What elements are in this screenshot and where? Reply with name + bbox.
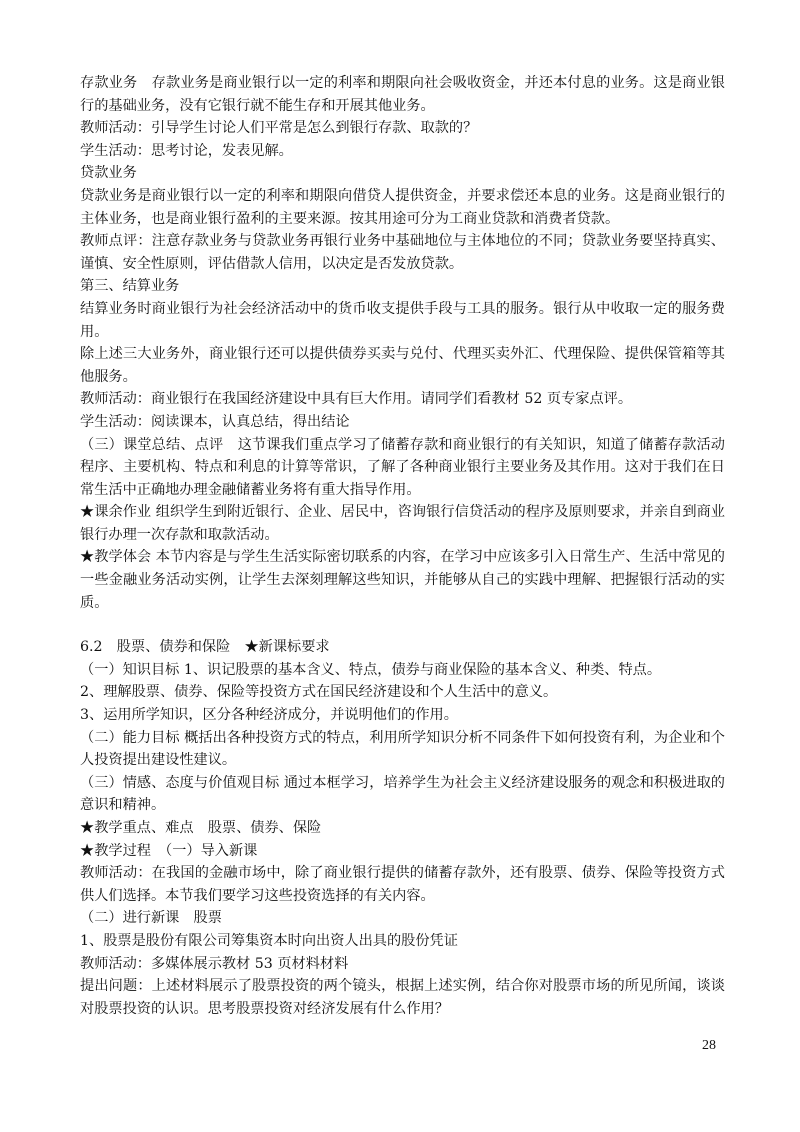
page-number: 28 <box>702 1038 716 1053</box>
paragraph-settlement-business: 结算业务时商业银行为社会经济活动中的货币收支提供手段与工具的服务。银行从中收取一定的服务费用。 <box>80 300 725 340</box>
paragraph-teacher-activity-1: 教师活动：引导学生讨论人们平常是怎么到银行存款、取款的？ <box>80 120 478 137</box>
paragraph-teacher-activity-2: 教师活动：商业银行在我国经济建设中具有巨大作用。请同学们看教材 52 页专家点评。 <box>80 391 633 408</box>
paragraph-other-services: 除上述三大业务外，商业银行还可以提供债券买卖与兑付、代理买卖外汇、代理保险、提供保管箱等其他服务。 <box>80 346 725 385</box>
paragraph-stock-definition: 1、股票是股份有限公司筹集资本时向出资人出具的股份凭证 <box>80 932 458 949</box>
paragraph-values-goal: （三）情感、态度与价值观目标 通过本框学习，培养学生为社会主义经济建设服务的观念和积极进取的意识和精神。 <box>80 774 725 814</box>
paragraph-ability-goal: （二）能力目标 概括出各种投资方式的特点，利用所学知识分析不同条件下如何投资有利，为企业和个人投资提出建设性建议。 <box>80 729 725 769</box>
paragraph-teaching-process: ★教学过程 （一）导入新课 <box>80 842 258 859</box>
paragraph-knowledge-goal-2: 2、理解股票、债券、保险等投资方式在国民经济建设和个人生活中的意义。 <box>80 684 558 701</box>
paragraph-student-activity-1: 学生活动：思考讨论，发表见解。 <box>80 142 293 159</box>
paragraph-teacher-activity-4: 教师活动：多媒体展示教材 53 页材料材料 <box>80 955 349 972</box>
paragraph-key-points: ★教学重点、难点 股票、债券、保险 <box>80 820 322 836</box>
paragraph-teaching-reflection: ★教学体会 本节内容是与学生生活实际密切联系的内容，在学习中应该多引入日常生产、生活中常见的一些金融业务活动实例，让学生去深刻理解这些知识，并能够从自己的实践中理解、把握银行活动的实质。 <box>80 549 725 611</box>
heading-section-6-2: 6.2 股票、债券和保险 ★新课标要求 <box>80 639 330 656</box>
paragraph-question: 提出问题：上述材料展示了股票投资的两个镜头，根据上述实例，结合你对股票市场的所见所闻，谈谈对股票投资的认识。思考股票投资对经济发展有什么作用？ <box>80 978 725 1017</box>
heading-settlement-business: 第三、结算业务 <box>80 278 180 295</box>
paragraph-loan-business: 贷款业务是商业银行以一定的利率和期限向借贷人提供资金，并要求偿还本息的业务。这是商业银行的主体业务，也是商业银行盈利的主要来源。按其用途可分为工商业贷款和消费者贷款。 <box>80 187 725 227</box>
document-body <box>80 72 725 1020</box>
heading-loan-business: 贷款业务 <box>80 165 137 182</box>
paragraph-deposit-business: 存款业务 存款业务是商业银行以一定的利率和期限向社会吸收资金，并还本付息的业务。这是商业银行的基础业务，没有它银行就不能生存和开展其他业务。 <box>80 75 725 114</box>
section-gap <box>80 614 725 636</box>
paragraph-homework: ★课余作业 组织学生到附近银行、企业、居民中，咨询银行信贷活动的程序及原则要求，并亲自到商业银行办理一次存款和取款活动。 <box>80 504 725 543</box>
paragraph-knowledge-goal-3: 3、运用所学知识，区分各种经济成分，并说明他们的作用。 <box>80 707 458 724</box>
paragraph-knowledge-goal: （一）知识目标 1、识记股票的基本含义、特点，债券与商业保险的基本含义、种类、特点。 <box>80 661 662 678</box>
paragraph-teacher-comment: 教师点评：注意存款业务与贷款业务再银行业务中基础地位与主体地位的不同；贷款业务要坚持真实、谨慎、安全性原则，评估借款人信用，以决定是否发放贷款。 <box>80 233 725 272</box>
paragraph-teacher-activity-3: 教师活动：在我国的金融市场中，除了商业银行提供的储蓄存款外，还有股票、债券、保险等投资方式供人们选择。本节我们要学习这些投资选择的有关内容。 <box>80 865 725 904</box>
paragraph-new-lesson: （二）进行新课 股票 <box>80 910 222 927</box>
paragraph-class-summary: （三）课堂总结、点评 这节课我们重点学习了储蓄存款和商业银行的有关知识，知道了储蓄存款活动程序、主要机构、特点和利息的计算等常识，了解了各种商业银行主要业务及其作用。这对于我们在日常生活中正确地办理金融储蓄业务将有重大指导作用。 <box>80 436 725 498</box>
paragraph-student-activity-2: 学生活动：阅读课本，认真总结，得出结论 <box>80 413 350 430</box>
